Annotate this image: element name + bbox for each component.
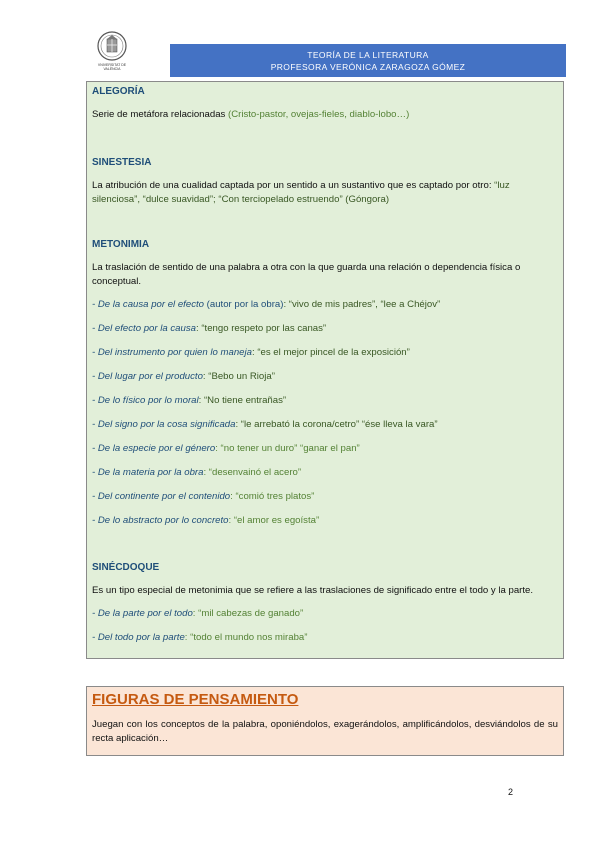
sinestesia-definition [92, 179, 558, 207]
list-item: - De lo físico por lo moral: “No tiene entrañas” [92, 395, 287, 406]
alegoria-examples: (Cristo-pastor, ovejas-fieles, diablo-lobo…) [228, 109, 410, 120]
figures-box [86, 81, 564, 659]
list-item: - De la causa por el efecto (autor por la obra): “vivo de mis padres”, “lee a Chéjov” [92, 299, 441, 310]
list-item: - De la parte por el todo: “mil cabezas de ganado” [92, 608, 304, 619]
list-item: - De la especie por el género: “no tener un duro” “ganar el pan” [92, 443, 360, 454]
pensamiento-box [86, 686, 564, 756]
list-item: - Del efecto por la causa: “tengo respeto por las canas” [92, 323, 327, 334]
metonimia-heading: METONIMIA [92, 239, 150, 250]
course-title: TEORÍA DE LA LITERATURA [307, 49, 429, 60]
pensamiento-heading: FIGURAS DE PENSAMIENTO [92, 691, 299, 708]
sinestesia-text: La atribución de una cualidad captada por un sentido a un sustantivo que es captado por otro: [92, 180, 495, 191]
pensamiento-definition: Juegan con los conceptos de la palabra, oponiéndolos, exagerándolos, amplificándolos, desviándolos de su recta aplicación… [92, 719, 558, 744]
list-item: - De la materia por la obra: “desenvainó el acero” [92, 467, 302, 478]
alegoria-heading: ALEGORÍA [92, 86, 145, 97]
header-bar [170, 44, 566, 77]
list-item: - Del lugar por el producto: “Bebo un Rioja” [92, 371, 275, 382]
logo-text: VNIVERSITAT DE VALÈNCIA [97, 63, 127, 71]
list-item: - Del instrumento por quien lo maneja: “es el mejor pincel de la exposición” [92, 347, 410, 358]
sinecdoque-list [92, 607, 558, 645]
sinestesia-examples: “luz silenciosa”, “dulce suavidad”; “Con terciopelado estruendo” (Góngora) [92, 180, 510, 205]
sinecdoque-heading: SINÉCDOQUE [92, 562, 160, 573]
list-item: - De lo abstracto por lo concreto: “el amor es egoísta” [92, 515, 320, 526]
alegoria-definition [92, 108, 558, 122]
metonimia-definition: La traslación de sentido de una palabra a otra con la que guarda una relación o dependencia física o conceptual. [92, 262, 521, 287]
sinecdoque-definition: Es un tipo especial de metonimia que se refiere a las traslaciones de significado entre el todo y la parte. [92, 585, 534, 596]
list-item: - Del signo por la cosa significada: “le arrebató la corona/cetro” “ése lleva la vara” [92, 419, 438, 430]
list-item: - Del todo por la parte: “todo el mundo nos miraba” [92, 632, 308, 643]
sinestesia-heading: SINESTESIA [92, 157, 152, 168]
alegoria-text: Serie de metáfora relacionadas [92, 109, 228, 120]
professor-name: PROFESORA VERÓNICA ZARAGOZA GÓMEZ [270, 61, 466, 72]
page-number: 2 [508, 787, 514, 797]
list-item: - Del continente por el contenido: “comió tres platos” [92, 491, 315, 502]
metonimia-list [92, 298, 558, 528]
